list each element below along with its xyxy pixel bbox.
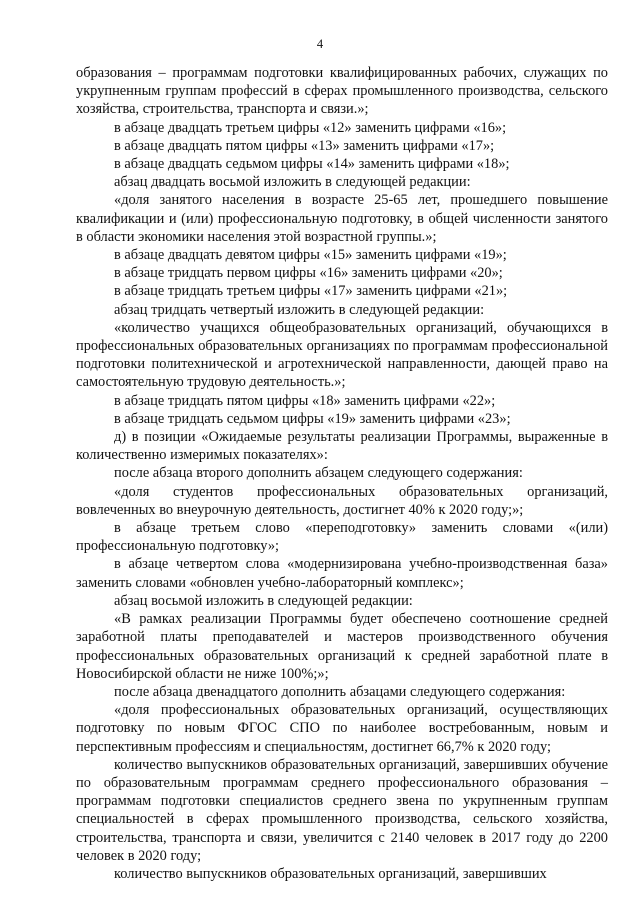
paragraph-continuation: образования – программам подготовки квалифицированных рабочих, служащих по укрупненным группам профессий в сферах промышленного производства, сельского хозяйства, строительства, транспорта и связи.»; xyxy=(76,65,608,118)
addition-text-students: «доля студентов профессиональных образовательных организаций, вовлеченных во внеурочную деятельность, достигнет 40% к 2020 году;»; xyxy=(76,483,608,518)
addition-after-paragraph-2: после абзаца второго дополнить абзацем следующего содержания: xyxy=(114,465,523,482)
addition-text-graduates: количество выпускников образовательных организаций, завершивших обучение по образовательным программам среднего профессионального образования – программам подготовки специалистов среднего звена по укрупненным группам специальностей в сферах промышленного производства, сельского хозяйства, строительства, транспорта и связи, увеличится с 2140 человек в 2017 году до 2200 человек в 2020 году; xyxy=(76,756,608,864)
amendment-paragraph-35: в абзаце тридцать пятом цифры «18» заменить цифрами «22»; xyxy=(114,392,496,409)
section-d-heading: д) в позиции «Ожидаемые результаты реализации Программы, выраженные в количественно измеримых показателях»: xyxy=(76,429,608,464)
addition-text-fgos: «доля профессиональных образовательных организаций, осуществляющих подготовку по новым ФГОС СПО по наиболее востребованным, новым и перспективным профессиям и специальностям, достигнет 66,7% к 2020 году; xyxy=(76,702,608,755)
addition-after-paragraph-12: после абзаца двенадцатого дополнить абзацами следующего содержания: xyxy=(114,683,566,700)
amendment-paragraph-34-text: «количество учащихся общеобразовательных организаций, обучающихся в профессиональных образовательных организациях по программам профессиональной подготовки политехнической и агротехнической направленности, дающей право на самостоятельную трудовую деятельность.»; xyxy=(76,319,608,391)
amendment-paragraph-28-text: «доля занятого населения в возрасте 25-65 лет, прошедшего повышение квалификации и (или) профессиональную подготовку, в общей численности занятого в области экономики населения этой возрастной группы.»; xyxy=(76,192,608,245)
amendment-paragraph-33: в абзаце тридцать третьем цифры «17» заменить цифрами «21»; xyxy=(114,283,508,300)
amendment-paragraph-31: в абзаце тридцать первом цифры «16» заменить цифрами «20»; xyxy=(114,265,503,282)
amendment-paragraph-34-intro: абзац тридцать четвертый изложить в следующей редакции: xyxy=(114,301,485,318)
document-body xyxy=(76,64,608,883)
amendment-paragraph-8-intro: абзац восьмой изложить в следующей редакции: xyxy=(114,592,413,609)
amendment-paragraph-25: в абзаце двадцать пятом цифры «13» заменить цифрами «17»; xyxy=(114,137,495,154)
amendment-paragraph-8-text: «В рамках реализации Программы будет обеспечено соотношение средней заработной платы преподавателей и мастеров производственного обучения профессиональных образовательных организаций к средней заработной плате в Новосибирской области не ниже 100%;»; xyxy=(76,611,608,682)
addition-text-graduates-continued: количество выпускников образовательных организаций, завершивших xyxy=(114,865,547,882)
page-number: 4 xyxy=(316,37,324,51)
amendment-paragraph-23: в абзаце двадцать третьем цифры «12» заменить цифрами «16»; xyxy=(114,119,507,136)
amendment-paragraph-27: в абзаце двадцать седьмом цифры «14» заменить цифрами «18»; xyxy=(114,156,510,173)
amendment-paragraph-4: в абзаце четвертом слова «модернизирована учебно-производственная база» заменить словами «обновлен учебно-лабораторный комплекс»; xyxy=(76,556,608,591)
amendment-paragraph-37: в абзаце тридцать седьмом цифры «19» заменить цифрами «23»; xyxy=(114,410,511,427)
amendment-paragraph-3: в абзаце третьем слово «переподготовку» заменить словами «(или) профессиональную подготовку»; xyxy=(76,520,608,555)
amendment-paragraph-29: в абзаце двадцать девятом цифры «15» заменить цифрами «19»; xyxy=(114,247,507,264)
amendment-paragraph-28-intro: абзац двадцать восьмой изложить в следующей редакции: xyxy=(114,174,471,191)
